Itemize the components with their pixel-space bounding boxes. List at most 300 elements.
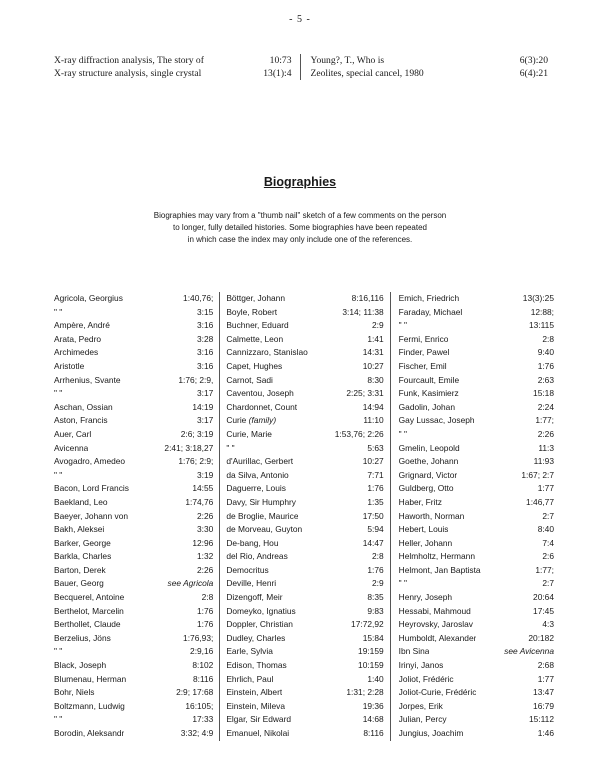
biography-name: Joliot, Frédéric <box>398 673 454 684</box>
biography-name: Barton, Derek <box>54 564 106 575</box>
biography-entry <box>399 319 554 333</box>
biography-ref: see Agricola <box>167 578 214 589</box>
biography-name: Berzelius, Jöns <box>54 632 111 643</box>
biography-entry <box>226 292 383 306</box>
topic-ref: 13(1):4 <box>263 68 292 79</box>
biography-name-cell <box>54 482 129 496</box>
biography-ref: 2:25; 3:31 <box>346 388 384 399</box>
biography-entry <box>54 374 213 388</box>
biography-ref: 1:67; 2:7 <box>521 469 554 480</box>
biography-qualifier: (family) <box>248 415 277 426</box>
biography-name-cell <box>226 577 276 591</box>
biography-name: " " <box>54 388 63 399</box>
biography-entry <box>54 577 213 591</box>
biography-name: Emanuel, Nikolai <box>226 728 290 738</box>
biography-name-cell <box>399 374 460 388</box>
biography-name-cell <box>226 319 288 333</box>
biography-ref: 3:19 <box>197 469 214 480</box>
biography-ref: 17:33 <box>192 714 214 725</box>
biography-name-cell <box>399 319 407 333</box>
biography-ref: 3:32; 4:9 <box>180 728 214 738</box>
biography-ref: 2:6 <box>542 551 554 562</box>
biography-name: Dizengoff, Meir <box>226 592 283 603</box>
biography-ref: 1:31; 2:28 <box>346 687 384 698</box>
biography-ref: see Avicenna <box>504 646 554 657</box>
biography-ref: 8:35 <box>367 592 384 603</box>
biography-name-cell <box>399 455 459 469</box>
biography-ref: 11:3 <box>538 442 554 453</box>
biography-ref: 2:26 <box>197 564 214 575</box>
topic-entry <box>311 54 549 67</box>
biography-name: Curie <box>226 415 247 426</box>
biography-name: de Morveau, Guyton <box>226 524 303 535</box>
biography-name: Heyrovsky, Jaroslav <box>398 619 473 630</box>
biography-ref: 15:112 <box>529 714 554 725</box>
biography-ref: 2:9,16 <box>190 646 214 657</box>
biography-ref: 1:76 <box>197 619 214 630</box>
biography-name-cell <box>54 496 108 510</box>
biography-name: Joliot-Curie, Frédéric <box>398 687 477 698</box>
biography-name: Haber, Fritz <box>398 496 442 507</box>
biography-entry <box>399 605 554 619</box>
biography-name-cell <box>399 605 471 619</box>
biography-name: Baekland, Leo <box>54 496 108 507</box>
biography-ref: 2:26 <box>537 428 554 439</box>
biography-entry <box>399 632 554 646</box>
biography-ref: 1:46,77 <box>526 496 554 507</box>
biography-name-cell <box>54 700 125 714</box>
biography-name-cell <box>226 673 273 687</box>
biography-name-cell <box>226 401 297 415</box>
biography-name-cell <box>226 346 307 360</box>
biography-name-cell <box>54 577 104 591</box>
intro-line: to longer, fully detailed histories. Some biographies have been repeated <box>173 223 427 232</box>
biography-entry <box>54 673 213 687</box>
biography-name: Funk, Kasimierz <box>398 388 459 399</box>
biography-entry <box>54 727 213 741</box>
biography-ref: 1:76 <box>537 360 554 371</box>
biography-ref: 10:27 <box>362 456 384 467</box>
biography-column-2 <box>219 292 390 741</box>
biography-entry <box>226 360 383 374</box>
biography-ref: 8:102 <box>192 660 214 671</box>
biography-ref: 10:27 <box>362 360 384 371</box>
biography-name-cell <box>54 618 121 632</box>
biography-name-cell <box>226 360 282 374</box>
biography-name-cell <box>226 496 296 510</box>
biography-entry <box>54 659 213 673</box>
biography-ref: 8:40 <box>537 524 554 535</box>
biography-entry <box>226 564 383 578</box>
biography-ref: 14:94 <box>362 401 384 412</box>
biography-name-cell <box>226 333 283 347</box>
biography-name: Becquerel, Antoine <box>54 592 125 603</box>
biography-entry <box>54 564 213 578</box>
biography-entry <box>54 442 213 456</box>
biography-name: Helmholtz, Hermann <box>398 551 475 562</box>
biography-name: Borodin, Aleksandr <box>54 728 125 738</box>
biography-entry <box>399 550 554 564</box>
biography-ref: 8:116 <box>192 673 214 684</box>
biography-name-cell <box>399 428 407 442</box>
biography-ref: 1:41 <box>367 333 384 344</box>
biography-name: Auer, Carl <box>54 428 92 439</box>
biography-name: Deville, Henri <box>226 578 277 589</box>
biography-entry <box>399 700 554 714</box>
biography-ref: 14:19 <box>192 401 214 412</box>
biography-name-cell <box>54 428 91 442</box>
biography-entry <box>54 455 213 469</box>
biography-name: Bauer, Georg <box>54 578 104 589</box>
intro-line: in which case the index may only include one of the references. <box>187 235 413 244</box>
biography-entry <box>226 510 383 524</box>
biography-ref: 1:74,76 <box>185 496 214 507</box>
biography-ref: 13:115 <box>529 320 554 331</box>
biography-ref: 14:31 <box>362 347 384 358</box>
biography-name: Cannizzaro, Stanislao <box>226 347 308 358</box>
biography-name: Chardonnet, Count <box>226 401 298 412</box>
biography-entry <box>226 469 383 483</box>
biography-entry <box>226 346 383 360</box>
biography-entry <box>54 387 213 401</box>
section-title: Biographies <box>263 175 337 189</box>
biography-entry <box>399 591 554 605</box>
biography-name-cell <box>226 727 289 741</box>
biography-name: Domeyko, Ignatius <box>226 605 296 616</box>
biography-name-cell <box>399 591 452 605</box>
biography-name: Blumenau, Herman <box>54 673 127 684</box>
biography-ref: 16:79 <box>533 700 554 711</box>
biography-name: Aristotle <box>54 360 85 371</box>
biography-entry <box>226 605 383 619</box>
biography-entry <box>226 618 383 632</box>
biography-entry <box>226 645 383 659</box>
biography-entry <box>399 374 554 388</box>
biography-name-cell <box>399 469 458 483</box>
biography-ref: 1:76; 2:9; <box>178 456 214 467</box>
biography-ref: 2:7 <box>542 510 554 521</box>
biography-entry <box>54 306 213 320</box>
biography-entry <box>226 591 383 605</box>
topic-name: Zeolites, special cancel, 1980 <box>310 68 424 79</box>
biography-name-cell <box>54 510 128 524</box>
page-number: - 5 - <box>289 14 311 25</box>
biography-entry <box>54 591 213 605</box>
biography-name-cell <box>54 360 84 374</box>
biography-ref: 3:14; 11:38 <box>342 306 384 317</box>
biography-name-cell <box>399 442 460 456</box>
biography-name-cell <box>399 659 444 673</box>
topic-column-right <box>301 54 549 80</box>
biography-name-cell <box>226 632 285 646</box>
biography-name: " " <box>398 428 407 439</box>
biography-entry <box>54 482 213 496</box>
biography-entry <box>54 333 213 347</box>
biography-name: Gay Lussac, Joseph <box>398 415 475 426</box>
biography-ref: 2:63 <box>537 374 554 385</box>
biography-ref: 5:63 <box>367 442 384 453</box>
biography-entry <box>226 727 383 741</box>
biography-ref: 1:46 <box>537 728 554 738</box>
biography-name: Doppler, Christian <box>226 619 293 630</box>
biography-entry <box>54 645 213 659</box>
biography-name: Humboldt, Alexander <box>398 632 477 643</box>
biography-ref: 15:18 <box>533 388 554 399</box>
biography-ref: 1:32 <box>197 551 214 562</box>
biography-ref: 2:6; 3:19 <box>180 428 214 439</box>
biography-name-cell <box>226 564 268 578</box>
biography-name: Ampère, André <box>54 320 110 331</box>
biography-entry <box>226 401 383 415</box>
biography-name-cell <box>226 428 272 442</box>
biography-name-cell <box>399 414 475 428</box>
biography-ref: 14:47 <box>362 537 384 548</box>
biography-name: Caventou, Joseph <box>226 388 294 399</box>
biography-ref: 1:77 <box>537 673 554 684</box>
biography-name-cell <box>54 333 101 347</box>
biography-name: Berthollet, Claude <box>54 619 121 630</box>
biography-name: Elgar, Sir Edward <box>226 714 292 725</box>
biography-name: Faraday, Michael <box>398 306 463 317</box>
biography-name: " " <box>54 714 63 725</box>
biography-name-cell <box>399 686 477 700</box>
biography-name: Fermi, Enrico <box>398 333 449 344</box>
biography-ref: 2:9; 17:68 <box>176 687 214 698</box>
biography-entry <box>399 727 554 741</box>
biography-entry <box>226 673 383 687</box>
biography-ref: 11:10 <box>363 415 384 426</box>
biography-entry <box>399 713 554 727</box>
biography-name-cell <box>399 510 465 524</box>
biography-name: Fourcault, Emile <box>398 374 460 385</box>
topic-entry <box>311 67 549 80</box>
biography-entry <box>54 428 213 442</box>
biography-name: Democritus <box>226 564 269 575</box>
biography-entry <box>399 482 554 496</box>
biography-name: Aschan, Ossian <box>54 401 113 412</box>
biography-ref: 3:16 <box>197 347 214 358</box>
biography-name-cell <box>54 564 106 578</box>
biography-name-cell <box>399 523 449 537</box>
biography-name: Guldberg, Otto <box>398 483 454 494</box>
biography-name-cell <box>226 510 298 524</box>
biography-name-cell <box>399 306 463 320</box>
biography-name: Daguerre, Louis <box>226 483 286 494</box>
biography-ref: 2:26 <box>197 510 214 521</box>
biography-entry <box>54 346 213 360</box>
biography-name: " " <box>398 320 407 331</box>
biography-name-cell <box>54 713 62 727</box>
biography-ref: 13:47 <box>533 687 554 698</box>
biography-name-cell <box>54 346 98 360</box>
biography-ref: 17:45 <box>533 605 554 616</box>
biography-index <box>54 292 554 741</box>
biography-ref: 20:182 <box>528 632 554 643</box>
biography-name-cell <box>399 496 442 510</box>
biography-name-cell <box>399 401 455 415</box>
biography-name: da Silva, Antonio <box>226 469 289 480</box>
biography-ref: 19:159 <box>358 646 384 657</box>
biography-name: Irinyi, Janos <box>398 660 444 671</box>
biography-entry <box>399 496 554 510</box>
biography-ref: 3:17 <box>197 415 214 426</box>
biography-name-cell <box>399 645 430 659</box>
biography-name: Berthelot, Marcelin <box>54 605 124 616</box>
biography-name: Boyle, Robert <box>226 306 278 317</box>
biography-name: " " <box>226 442 235 453</box>
biography-name: Avicenna <box>54 442 89 453</box>
biography-ref: 20:64 <box>533 592 554 603</box>
biography-name: Bohr, Niels <box>54 687 95 698</box>
biography-name-cell <box>54 292 123 306</box>
biography-entry <box>54 713 213 727</box>
biography-ref: 5:94 <box>367 524 384 535</box>
biography-name-cell <box>399 550 475 564</box>
biography-name: Arrhenius, Svante <box>54 374 121 385</box>
biography-entry <box>226 713 383 727</box>
biography-entry <box>54 523 213 537</box>
biography-name: d'Aurillac, Gerbert <box>226 456 294 467</box>
biography-name-cell <box>226 591 282 605</box>
biography-ref: 1:53,76; 2:26 <box>334 428 384 439</box>
biography-name: Arata, Pedro <box>54 333 102 344</box>
biography-ref: 4:3 <box>542 619 554 630</box>
biography-entry <box>399 510 554 524</box>
biography-ref: 14:55 <box>192 483 214 494</box>
biography-entry <box>399 537 554 551</box>
biography-name-cell <box>399 292 460 306</box>
biography-name: Barkla, Charles <box>54 551 112 562</box>
biography-entry <box>226 306 383 320</box>
biography-entry <box>399 333 554 347</box>
biography-name-cell <box>54 686 95 700</box>
biography-ref: 17:50 <box>362 510 384 521</box>
biography-name-cell <box>226 686 282 700</box>
biography-name-cell <box>226 659 286 673</box>
biography-name-cell <box>54 659 106 673</box>
biography-name: Boltzmann, Ludwig <box>54 700 125 711</box>
biography-ref: 3:28 <box>197 333 214 344</box>
topic-name: Young?, T., Who is <box>310 55 385 66</box>
biography-entry <box>399 686 554 700</box>
biography-name-cell <box>399 673 454 687</box>
biography-name-cell <box>399 577 407 591</box>
biography-entry <box>54 510 213 524</box>
biography-name: Emich, Friedrich <box>398 293 460 303</box>
biography-name: Einstein, Albert <box>226 687 283 698</box>
biography-name: " " <box>398 578 407 589</box>
biography-name: Bacon, Lord Francis <box>54 483 129 494</box>
biography-ref: 8:30 <box>367 374 384 385</box>
biography-entry <box>399 306 554 320</box>
biography-ref: 1:40,76; <box>183 293 214 303</box>
biography-name-cell <box>399 537 453 551</box>
biography-name-cell <box>226 414 276 428</box>
biography-entry <box>54 605 213 619</box>
biography-name: Fischer, Emil <box>398 360 447 371</box>
biography-ref: 19:36 <box>362 700 384 711</box>
biography-name-cell <box>399 618 473 632</box>
biography-name: Einstein, Mileva <box>226 700 285 711</box>
biography-name: Gadolin, Johan <box>398 401 455 412</box>
biography-ref: 1:40 <box>367 673 384 684</box>
biography-ref: 2:9 <box>372 578 384 589</box>
biography-ref: 8:16,116 <box>351 293 384 303</box>
topic-ref: 6(4):21 <box>519 68 548 79</box>
biography-ref: 1:77; <box>535 564 554 575</box>
biography-name: De-bang, Hou <box>226 537 279 548</box>
biography-entry <box>399 428 554 442</box>
biography-ref: 2:7 <box>542 578 554 589</box>
biography-entry <box>226 537 383 551</box>
biography-name-cell <box>54 645 62 659</box>
biography-name-cell <box>226 645 273 659</box>
biography-ref: 2:8 <box>201 592 214 603</box>
biography-entry <box>226 632 383 646</box>
biography-column-3 <box>391 292 554 741</box>
biography-entry <box>399 414 554 428</box>
biography-name-cell <box>399 713 447 727</box>
biography-ref: 12:88; <box>530 306 554 317</box>
biography-name-cell <box>399 727 464 741</box>
biography-name: Hessabi, Mahmoud <box>398 605 471 616</box>
topic-name: X-ray diffraction analysis, The story of <box>54 55 204 66</box>
biography-name: Gmelin, Leopold <box>398 442 460 453</box>
biography-name-cell <box>226 306 277 320</box>
biography-ref: 2:8 <box>372 551 384 562</box>
biography-entry <box>399 346 554 360</box>
biography-ref: 2:68 <box>537 660 554 671</box>
biography-ref: 12:96 <box>192 537 214 548</box>
biography-ref: 1:76 <box>197 605 214 616</box>
biography-ref: 3:15 <box>197 306 214 317</box>
biography-ref: 1:76 <box>367 483 384 494</box>
biography-name: Hebert, Louis <box>398 524 449 535</box>
biography-name: Jorpes, Erik <box>398 700 443 711</box>
biography-name: Black, Joseph <box>54 660 107 671</box>
biography-ref: 16:105; <box>185 700 214 711</box>
biography-name: Aston, Francis <box>54 415 108 426</box>
biography-entry <box>54 469 213 483</box>
biography-name-cell <box>399 387 459 401</box>
biography-ref: 1:77; <box>535 415 554 426</box>
biography-ref: 3:16 <box>197 360 214 371</box>
biography-ref: 2:9 <box>372 320 384 331</box>
biography-name-cell <box>226 550 287 564</box>
biography-name-cell <box>54 537 111 551</box>
topic-index-continuation <box>54 54 548 80</box>
biography-name-cell <box>226 482 286 496</box>
biography-name-cell <box>226 537 278 551</box>
biography-entry <box>399 401 554 415</box>
biography-entry <box>54 292 213 306</box>
biography-name-cell <box>54 442 88 456</box>
biography-entry <box>226 659 383 673</box>
biography-name: Heller, Johann <box>398 537 453 548</box>
biography-name-cell <box>54 550 111 564</box>
biography-ref: 1:35 <box>367 496 384 507</box>
biography-name-cell <box>54 523 104 537</box>
biography-name: Carnot, Sadi <box>226 374 273 385</box>
biography-entry <box>54 537 213 551</box>
biography-name-cell <box>226 618 293 632</box>
biography-column-1 <box>54 292 219 741</box>
biography-entry <box>226 523 383 537</box>
biography-name: Henry, Joseph <box>398 592 453 603</box>
biography-ref: 1:76 <box>367 564 384 575</box>
biography-entry <box>54 496 213 510</box>
biography-entry <box>399 618 554 632</box>
